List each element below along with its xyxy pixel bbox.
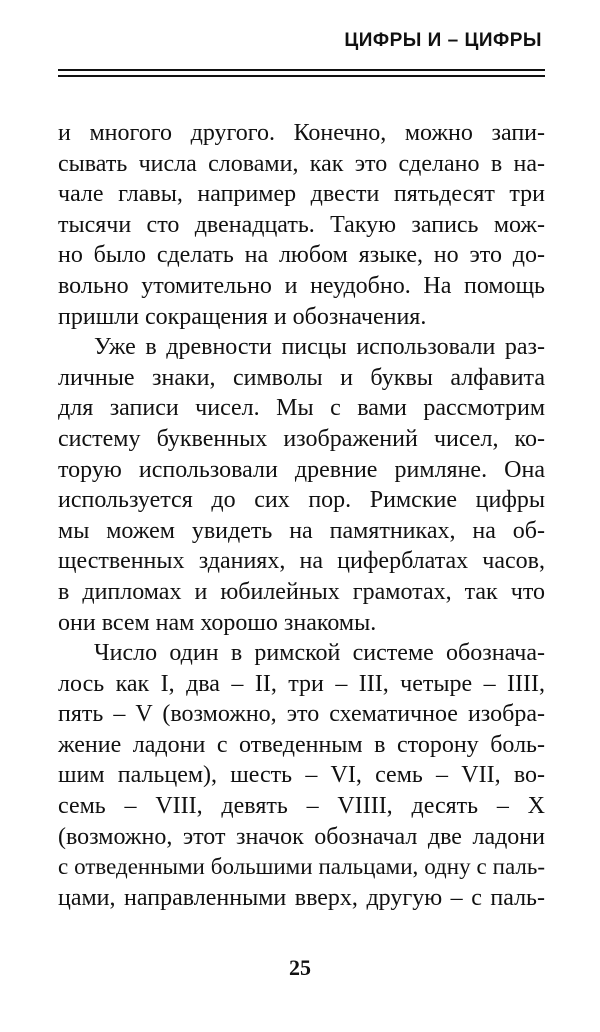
text-line: с отведенными большими пальцами, одну с паль- [58,854,545,880]
text-line: лось как I, два – II, три – III, четыре – IIII, [58,670,545,697]
text-line: тысячи сто двенадцать. Такую запись мож- [58,211,545,238]
text-line: для записи чисел. Мы с вами рассмотрим [58,395,545,422]
text-line: в дипломах и юбилейных грамотах, так что [58,578,545,605]
text-line: семь – VIII, девять – VIIII, десять – X [58,793,545,820]
text-line: и многого другого. Конечно, можно запи- [58,120,545,146]
text-line: мы можем увидеть на памятниках, на об- [58,517,545,544]
text-line: используется до сих пор. Римские цифры [58,487,545,514]
running-header: ЦИФРЫ И – ЦИФРЫ [344,30,542,51]
header-rule-bottom [58,75,545,77]
text-line: торую использовали древние римляне. Она [58,456,545,483]
text-line: систему буквенных изображений чисел, ко- [58,425,545,452]
text-line: (возможно, этот значок обозначал две ладони [58,823,545,850]
text-line: Число один в римской системе обознача- [94,640,545,667]
text-line: щественных зданиях, на циферблатах часов, [58,548,545,575]
body-text [58,118,545,913]
text-line: они всем нам хорошо знакомы. [58,609,377,636]
text-line: чале главы, например двести пятьдесят три [58,181,545,208]
text-line: но было сделать на любом языке, но это до- [58,242,545,269]
text-line: жение ладони с отведенным в сторону боль- [58,731,545,758]
text-line: личные знаки, символы и буквы алфавита [58,364,545,391]
header-rule-top [58,69,545,71]
text-line: шим пальцем), шесть – VI, семь – VII, во- [58,762,545,789]
text-line: пять – V (возможно, это схематичное изобра- [58,701,545,728]
text-line: вольно утомительно и неудобно. На помощь [58,272,545,299]
text-line: Уже в древности писцы использовали раз- [94,334,545,361]
text-line: пришли сокращения и обозначения. [58,303,427,330]
page-number: 25 [289,955,311,980]
text-line: сывать числа словами, как это сделано в на- [58,150,545,177]
text-line: цами, направленными вверх, другую – с паль- [58,884,545,911]
